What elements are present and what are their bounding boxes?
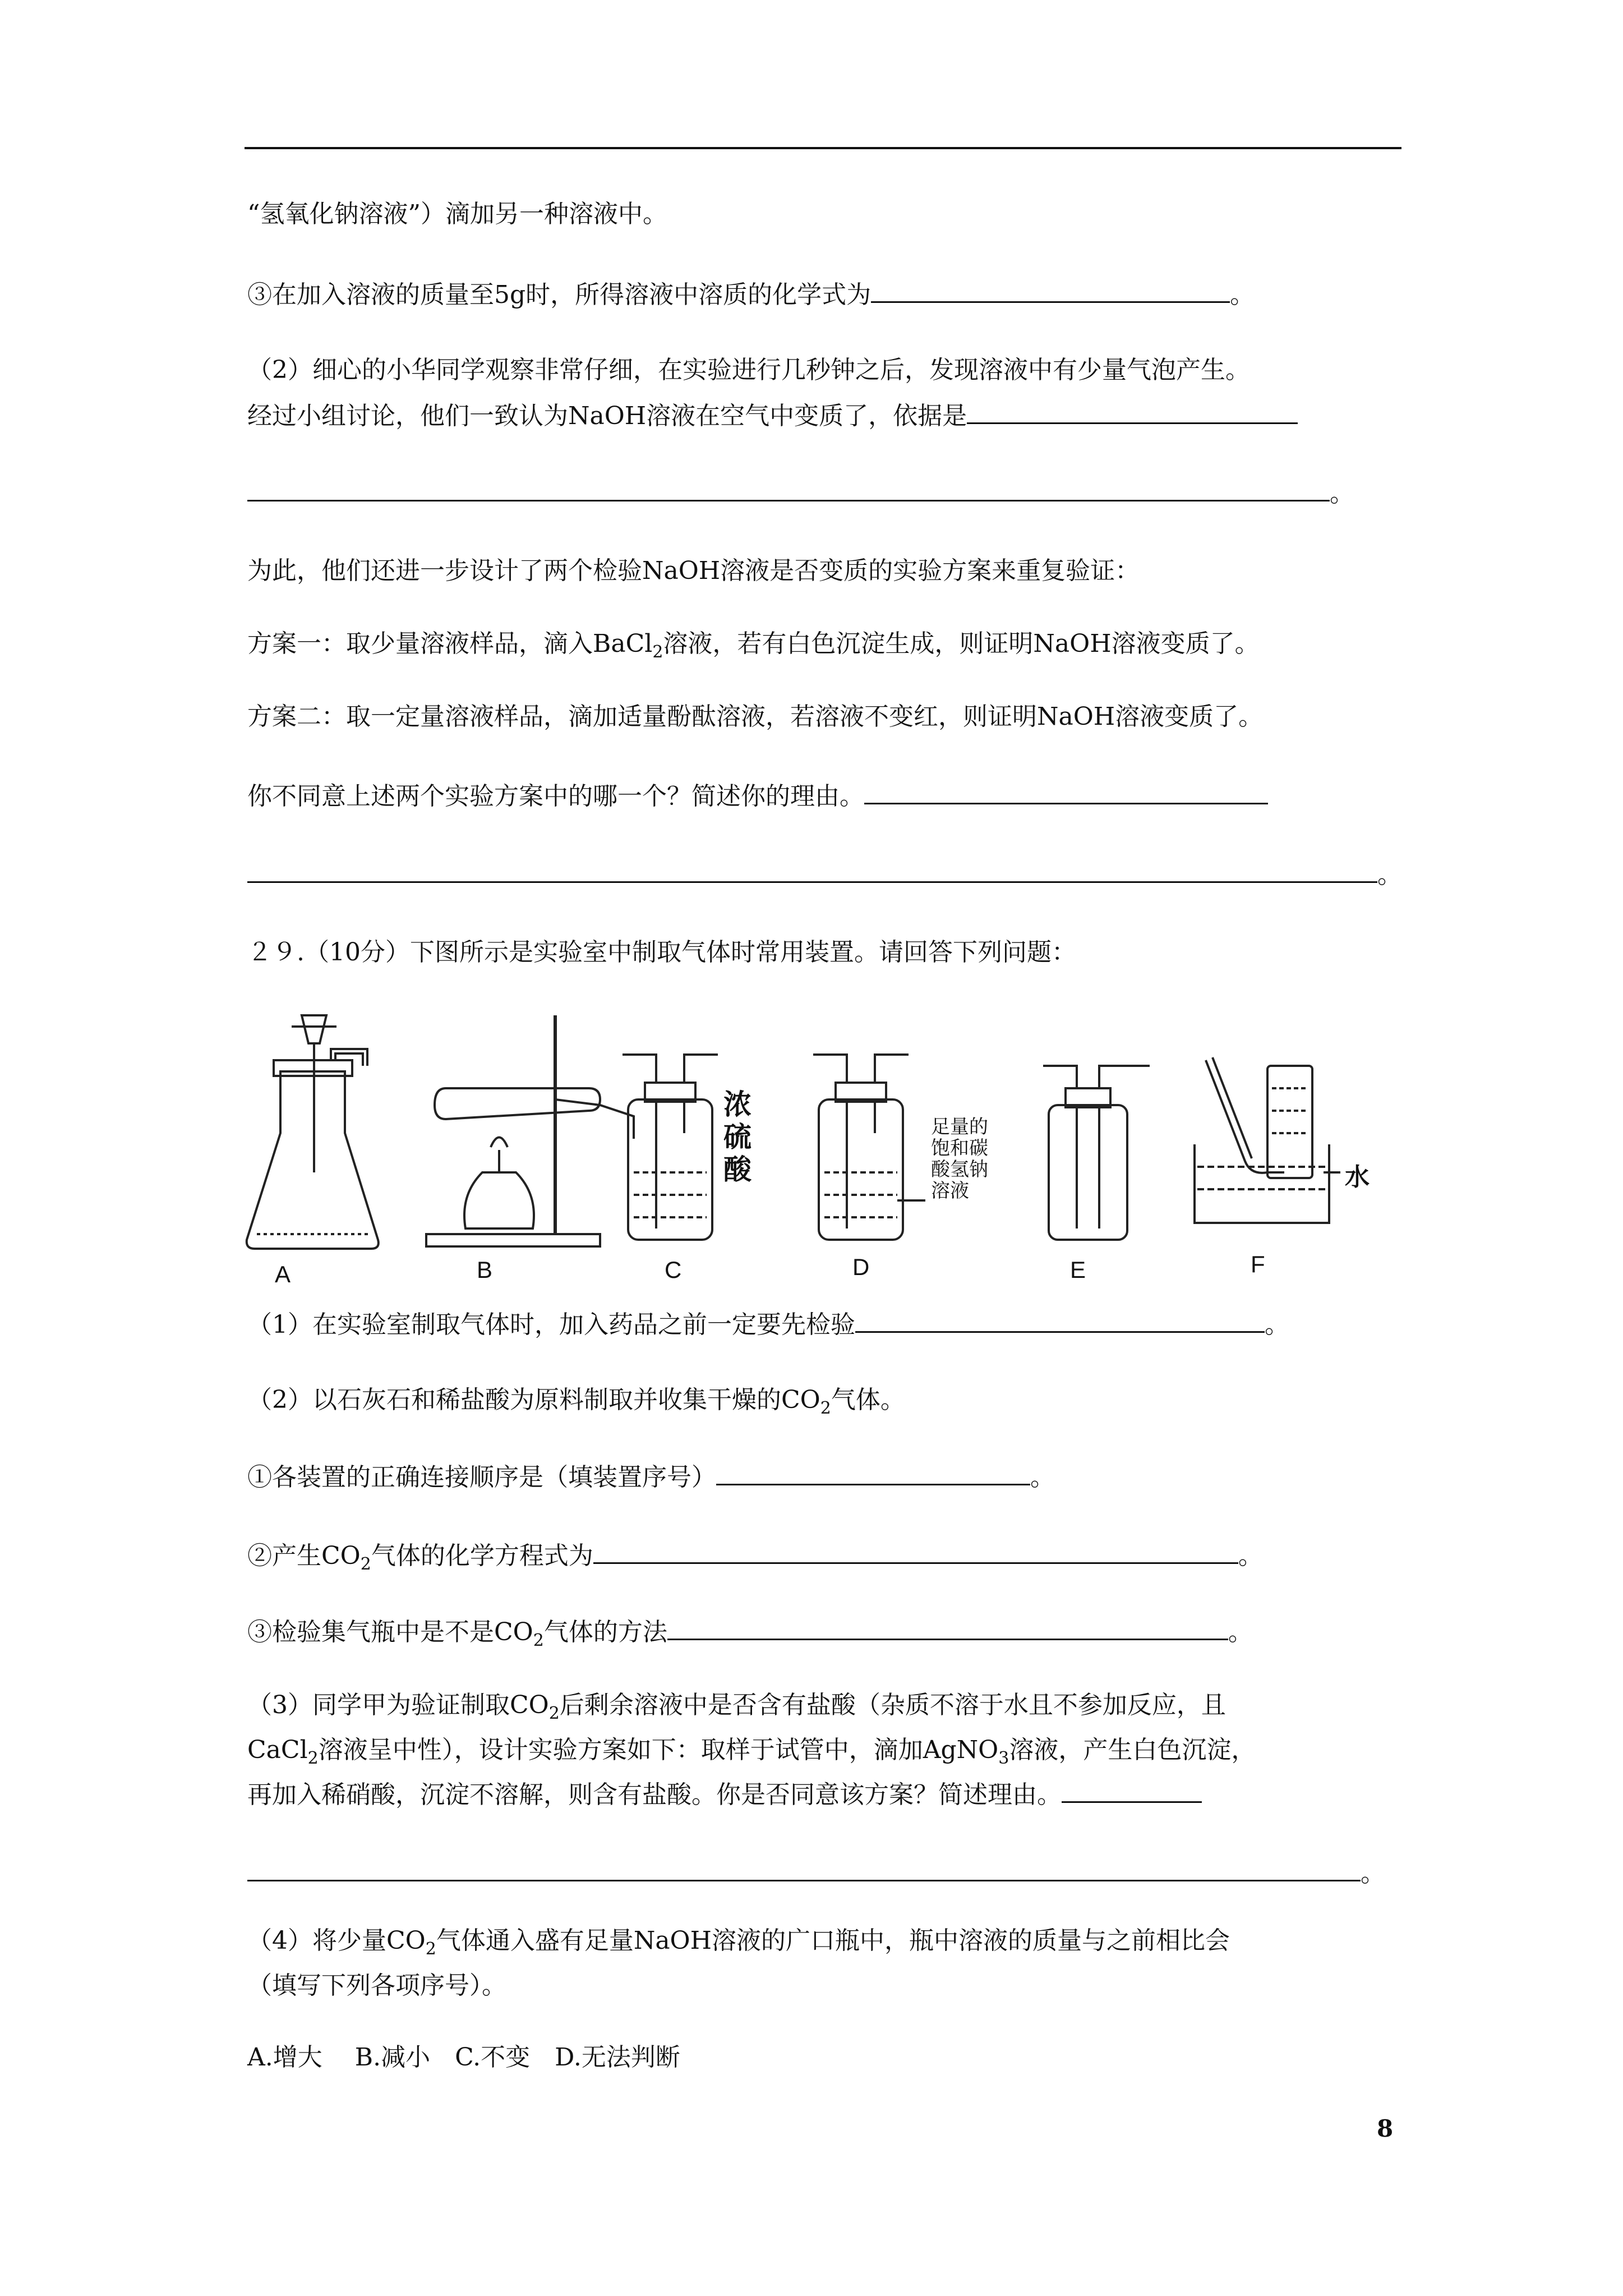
answer-blank[interactable] [967, 400, 1298, 424]
answer-blank[interactable] [247, 477, 1330, 501]
sub-question-1: （1）在实验室制取气体时，加入药品之前一定要先检验 。 [247, 1308, 1289, 1342]
answer-blank[interactable] [667, 1616, 1228, 1640]
c-reagent-label: 浓硫酸 [723, 1088, 751, 1186]
answer-blank[interactable] [716, 1461, 1030, 1485]
sub-question-2: （2）以石灰石和稀盐酸为原料制取并收集干燥的$CO_2$气体。 [247, 1386, 905, 1418]
label-e: E [1070, 1257, 1086, 1283]
answer-line: 。 [247, 858, 1402, 892]
water-label: 水 [1345, 1163, 1370, 1191]
sub-question-3-line-1: （3）同学甲为验证制取$CO_2$后剩余溶液中是否含有盐酸（杂质不溶于水且不参加反应，且 [247, 1691, 1226, 1723]
answer-line: 。 [247, 477, 1354, 510]
apparatus-a [247, 1015, 379, 1249]
apparatus-e [1043, 1066, 1150, 1240]
question-disagree: 你不同意上述两个实验方案中的哪一个？简述你的理由。 [247, 780, 1268, 813]
answer-blank[interactable] [1062, 1779, 1202, 1803]
text-line-6: 为此，他们还进一步设计了两个检验NaOH溶液是否变质的实验方案来重复验证： [247, 556, 1140, 585]
answer-blank[interactable] [871, 279, 1230, 303]
question-29-title: ２９.（10分）下图所示是实验室中制取气体时常用装置。请回答下列问题： [247, 938, 1076, 967]
plan-2: 方案二：取一定量溶液样品，滴加适量酚酞溶液，若溶液不变红，则证明NaOH溶液变质了。 [247, 702, 1264, 731]
answer-blank[interactable] [247, 1857, 1361, 1881]
answer-blank[interactable] [247, 859, 1377, 883]
sub-question-2-2: ②产生$CO_2$气体的化学方程式为 。 [247, 1539, 1263, 1581]
question-3-line: ③在加入溶液的质量至5g时，所得溶液中溶质的化学式为 。 [247, 278, 1255, 312]
label-d: D [852, 1254, 870, 1280]
sub-question-4-line-2: （填写下列各项序号）。 [247, 1971, 506, 2000]
label-c: C [665, 1257, 682, 1283]
sub-question-2-1: ①各装置的正确连接顺序是（填装置序号） 。 [247, 1461, 1055, 1494]
apparatus-f [1195, 1057, 1340, 1223]
answer-blank[interactable] [593, 1540, 1238, 1564]
plan-1: 方案一：取少量溶液样品，滴入BaCl$_2$溶液，若有白色沉淀生成，则证明NaOH溶液变质了。 [247, 629, 1260, 662]
sub-question-2-3: ③检验集气瓶中是不是$CO_2$气体的方法 。 [247, 1616, 1253, 1658]
label-a: A [275, 1261, 291, 1287]
answer-blank[interactable] [855, 1309, 1265, 1333]
sub-question-3-line-2: CaCl$_2$溶液呈中性），设计实验方案如下：取样于试管中，滴加AgNO$_3$溶液，产生白色沉淀， [247, 1736, 1256, 1768]
apparatus-d [813, 1055, 925, 1240]
text-line-1: “氢氧化钠溶液”）滴加另一种溶液中。 [247, 200, 667, 228]
sub-question-4-line-1: （4）将少量$CO_2$气体通入盛有足量NaOH溶液的广口瓶中，瓶中溶液的质量与之前相比会 [247, 1926, 1230, 1959]
question-2-line-2: 经过小组讨论，他们一致认为NaOH溶液在空气中变质了，依据是 [247, 399, 1298, 433]
sub-question-4-options: A.增大 B.减小 C.不变 D.无法判断 [247, 2043, 680, 2072]
label-b: B [477, 1257, 493, 1283]
answer-blank[interactable] [864, 780, 1268, 804]
apparatus-b [426, 1015, 634, 1246]
page-number: 8 [1377, 2115, 1394, 2142]
label-f: F [1251, 1251, 1265, 1277]
header-rule [245, 147, 1401, 149]
apparatus-c [623, 1055, 718, 1240]
d-reagent-label: 足量的饱和碳酸氢钠溶液 [931, 1116, 988, 1202]
question-2-line-1: （2）细心的小华同学观察非常仔细，在实验进行几秒钟之后，发现溶液中有少量气泡产生。 [247, 356, 1250, 384]
answer-line: 。 [247, 1857, 1385, 1890]
sub-question-3-line-3: 再加入稀硝酸，沉淀不溶解，则含有盐酸。你是否同意该方案？简述理由。 [247, 1778, 1202, 1812]
apparatus-figure [241, 1004, 1424, 1301]
